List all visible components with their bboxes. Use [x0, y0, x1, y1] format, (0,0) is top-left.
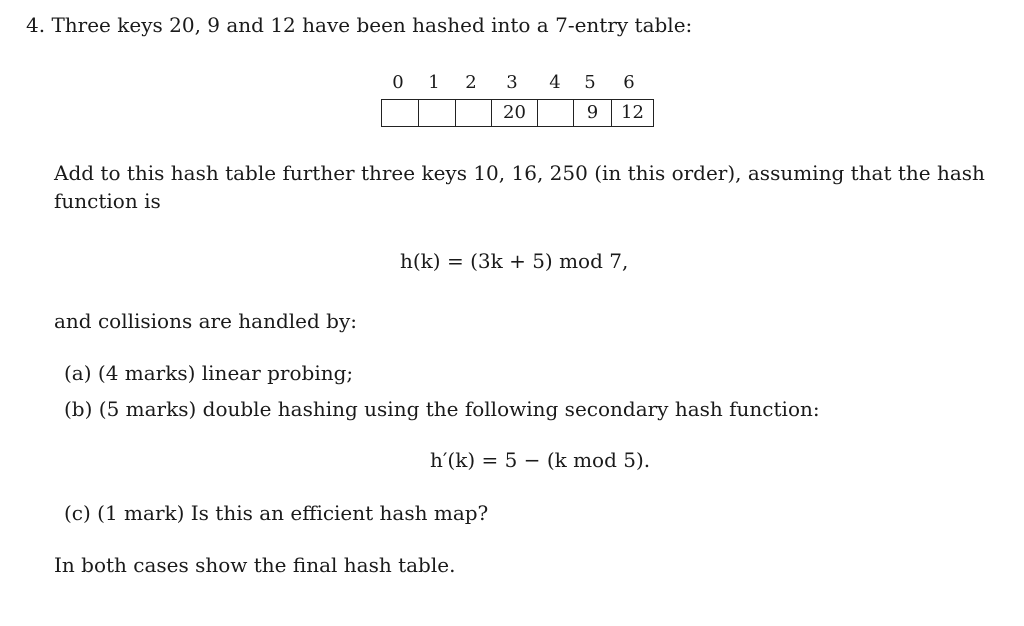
table-index: 6 — [623, 72, 635, 93]
hash-function-formula: h(k) = (3k + 5) mod 7, — [400, 249, 629, 273]
table-index: 4 — [549, 72, 561, 93]
final-note: In both cases show the final hash table. — [54, 553, 456, 577]
part-c: (c) (1 mark) Is this an efficient hash map? — [64, 501, 489, 525]
table-index: 1 — [428, 72, 440, 93]
table-cell: 20 — [491, 100, 537, 126]
question-heading: 4. Three keys 20, 9 and 12 have been hashed into a 7-entry table: — [26, 13, 693, 37]
secondary-hash-formula: h′(k) = 5 − (k mod 5). — [430, 448, 651, 472]
table-cell — [455, 100, 491, 126]
table-cells — [381, 99, 654, 127]
table-index: 3 — [506, 72, 518, 93]
part-a: (a) (4 marks) linear probing; — [64, 361, 354, 385]
table-index: 5 — [584, 72, 596, 93]
table-cell — [537, 100, 573, 126]
part-b: (b) (5 marks) double hashing using the following secondary hash function: — [64, 397, 820, 421]
table-cell: 12 — [611, 100, 653, 126]
table-cell — [382, 100, 418, 126]
collisions-intro: and collisions are handled by: — [54, 309, 357, 333]
hash-table — [381, 72, 656, 130]
table-cell — [418, 100, 455, 126]
instruction-line-2: function is — [54, 189, 161, 213]
instruction-line-1: Add to this hash table further three keys 10, 16, 250 (in this order), assuming that the hash — [54, 161, 985, 185]
table-cell: 9 — [573, 100, 611, 126]
table-index: 2 — [465, 72, 477, 93]
table-index: 0 — [392, 72, 404, 93]
